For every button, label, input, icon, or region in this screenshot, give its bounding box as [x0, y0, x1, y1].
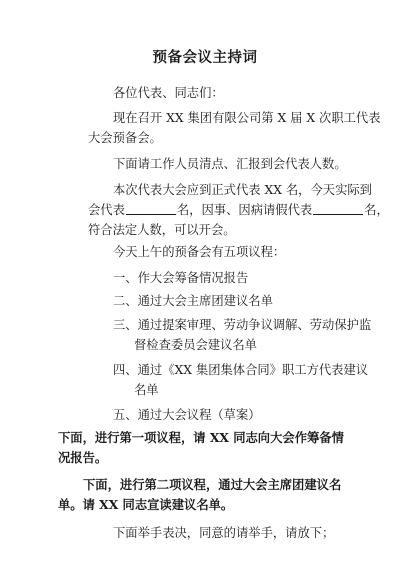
agenda-item-3 [88, 315, 372, 355]
paragraph-first-agenda [58, 428, 358, 468]
paragraph-second-agenda [58, 475, 358, 515]
paragraph-line: 况报告。 [58, 450, 108, 465]
agenda-item-1 [88, 268, 342, 288]
agenda-item-2 [88, 291, 342, 311]
paragraph-headcount [88, 154, 347, 174]
attendance-text-c: 名， [364, 203, 389, 217]
paragraph-line: 大会预备会。 [88, 131, 162, 145]
paragraph-line: 下面请工作人员清点、汇报到会代表人数。 [113, 157, 347, 171]
paragraph-vote [88, 523, 342, 543]
paragraph-line: 符合法定人数，可以开会。 [88, 223, 236, 237]
paragraph-attendance [88, 180, 389, 240]
paragraph-line: 单。请 XX 同志宣读建议名单。 [58, 497, 234, 512]
agenda-item-text: 督检查委员会建议名单 [134, 338, 257, 352]
paragraph-agenda-intro [88, 242, 342, 262]
agenda-item-text: 四、通过《XX 集团集体合同》职工方代表建议 [113, 363, 369, 377]
agenda-item-text: 名单 [134, 383, 159, 397]
salutation [88, 83, 342, 103]
paragraph-line: 下面举手表决，同意的请举手，请放下； [113, 526, 335, 540]
paragraph-line-with-blanks [88, 200, 389, 220]
agenda-item-text: 三、通过提案审理、劳动争议调解、劳动保护监 [113, 318, 372, 332]
fill-in-blank [126, 202, 176, 215]
attendance-text-a: 会代表 [88, 203, 125, 217]
agenda-item-5 [88, 405, 342, 425]
agenda-item-text: 五、通过大会议程（草案） [113, 408, 261, 422]
paragraph-line: 现在召开 XX 集团有限公司第 X 届 X 次职工代表 [113, 111, 381, 125]
paragraph-line: 本次代表大会应到正式代表 XX 名，今天实际到 [113, 183, 372, 197]
paragraph-meeting-opening [88, 108, 381, 148]
agenda-item-4 [88, 360, 369, 400]
paragraph-line: 下面，进行第二项议程，通过大会主席团建议名 [83, 477, 342, 492]
document-title: 预备会议主持词 [152, 49, 258, 66]
attendance-text-b: 名，因事、因病请假代表 [176, 203, 313, 217]
salutation-text: 各位代表、同志们： [113, 86, 224, 100]
paragraph-line: 今天上午的预备会有五项议程： [113, 245, 286, 259]
agenda-item-text: 一、作大会筹备情况报告 [113, 271, 249, 285]
fill-in-blank [313, 202, 363, 215]
agenda-item-text: 二、通过大会主席团建议名单 [113, 294, 273, 308]
paragraph-line: 下面，进行第一项议程，请 XX 同志向大会作筹备情 [58, 430, 344, 445]
